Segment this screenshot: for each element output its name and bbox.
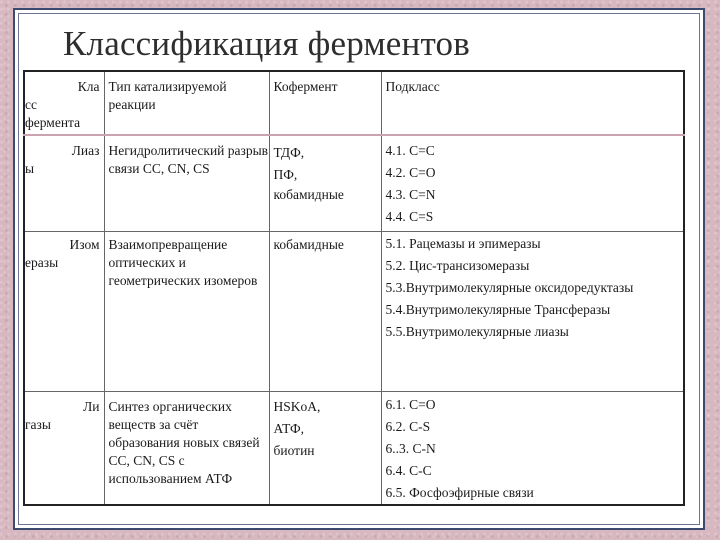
type-cell: Негидролитический разрыв связи СС, CN, CS bbox=[104, 135, 269, 231]
cofactor-line: АТФ, bbox=[273, 420, 305, 436]
table-row bbox=[24, 391, 684, 505]
subclass-cell bbox=[381, 391, 684, 505]
class-cell bbox=[24, 231, 104, 391]
header-class-cell bbox=[24, 71, 104, 135]
subclass-item: 5.2. Цис-трансизомеразы bbox=[385, 257, 530, 273]
class-top: Изом bbox=[69, 236, 100, 252]
cofactor-line: HSKoA, bbox=[273, 398, 321, 414]
subclass-item: 4.2. С=О bbox=[385, 165, 436, 180]
subclass-item: 5.3.Внутримолекулярные оксидоредуктазы bbox=[385, 279, 634, 295]
header-class-top: Кла bbox=[77, 79, 100, 94]
cofactor-line: кобамидные bbox=[273, 236, 344, 252]
class-bottom: газы bbox=[25, 416, 51, 432]
cofactor-line: кобамидные bbox=[273, 187, 344, 202]
header-subclass-cell: Подкласс bbox=[381, 71, 684, 135]
class-bottom: ы bbox=[25, 161, 35, 176]
subclass-item: 4.4. C=S bbox=[385, 209, 434, 224]
subclass-item: 6..3. C-N bbox=[385, 440, 436, 456]
cofactor-line: ТДФ, bbox=[273, 145, 305, 160]
cofactor-cell bbox=[269, 231, 381, 391]
header-cofactor-cell: Кофермент bbox=[269, 71, 381, 135]
class-cell bbox=[24, 391, 104, 505]
enzyme-classification-table bbox=[23, 70, 685, 506]
cofactor-cell bbox=[269, 135, 381, 231]
subclass-item: 4.1. С=С bbox=[385, 143, 435, 158]
subclass-item: 5.1. Рацемазы и эпимеразы bbox=[385, 235, 541, 251]
table-row bbox=[24, 231, 684, 391]
slide-title: Классификация ферментов bbox=[63, 24, 470, 63]
cofactor-line: ПФ, bbox=[273, 167, 298, 182]
class-bottom: еразы bbox=[25, 254, 59, 270]
cofactor-cell bbox=[269, 391, 381, 505]
subclass-item: 4.3. C=N bbox=[385, 187, 436, 202]
class-top: Ли bbox=[83, 398, 100, 414]
type-cell: Синтез органических веществ за счёт образования новых связей СС, CN, CS с использованием АТФ bbox=[104, 391, 269, 505]
subclass-item: 6.5. Фосфоэфирные связи bbox=[385, 484, 534, 500]
class-top: Лиаз bbox=[71, 143, 100, 158]
subclass-item: 6.4. C-C bbox=[385, 462, 432, 478]
table-row bbox=[24, 135, 684, 231]
subclass-cell bbox=[381, 231, 684, 391]
header-type-cell: Тип катализируемой реакции bbox=[104, 71, 269, 135]
subclass-item: 5.4.Внутримолекулярные Трансферазы bbox=[385, 301, 611, 317]
header-class-bottom: фермента bbox=[25, 115, 81, 130]
table-header-row bbox=[24, 71, 684, 135]
subclass-item: 6.2. C-S bbox=[385, 418, 431, 434]
class-cell bbox=[24, 135, 104, 231]
cofactor-line: биотин bbox=[273, 442, 315, 458]
type-cell: Взаимопревращение оптических и геометрических изомеров bbox=[104, 231, 269, 391]
subclass-cell bbox=[381, 135, 684, 231]
header-class-mid: сс bbox=[25, 97, 37, 112]
subclass-item: 5.5.Внутримолекулярные лиазы bbox=[385, 323, 569, 339]
subclass-item: 6.1. С=О bbox=[385, 396, 436, 412]
